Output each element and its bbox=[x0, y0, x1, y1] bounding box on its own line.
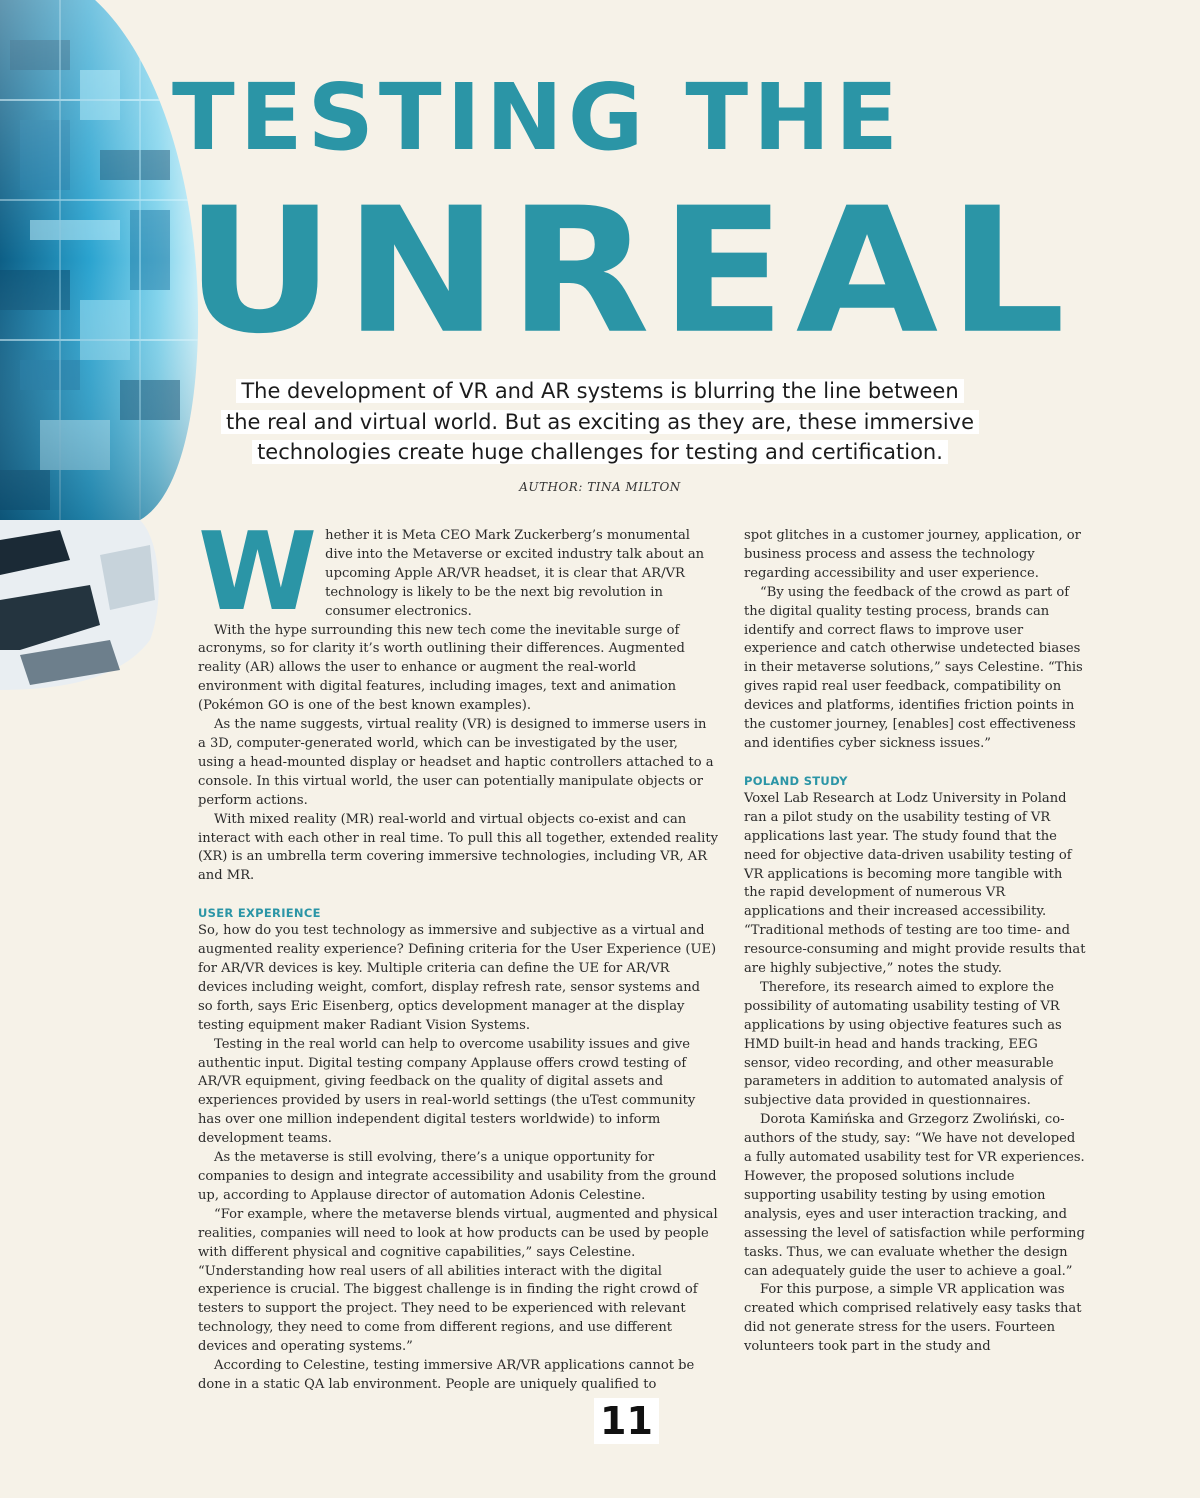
article-paragraph: So, how do you test technology as immersive and subjective as a virtual and augmented reality experience? Defining criteria for the User Experience (UE) for AR/VR devices is key. Multiple criteria can define the UE for AR/VR devices including weight, comfort, display refresh rate, sensor systems and so forth, says Eric Eisenberg, optics development manager at the display testing equipment maker Radiant Vision Systems. bbox=[198, 923, 717, 1033]
article-column-right bbox=[744, 527, 1086, 1357]
article-paragraph: spot glitches in a customer journey, application, or business process and assess the technology regarding accessibility and user experience. bbox=[744, 528, 1081, 581]
standfirst-line-2: the real and virtual world. But as exciting as they are, these immersive bbox=[221, 410, 979, 434]
section-heading-user-experience: USER EXPERIENCE bbox=[198, 906, 321, 921]
vr-headset-illustration bbox=[0, 0, 200, 700]
article-paragraph: “By using the feedback of the crowd as part of the digital quality testing process, brands can identify and correct flaws to improve user experience and catch otherwise undetected biases in their metaverse solutions,” says Celestine. “This gives rapid real user feedback, compatibility on devices and platforms, identifies friction points in the customer journey, [enables] cost effectiveness and identifies cyber sickness issues.” bbox=[744, 584, 1083, 751]
article-paragraph: As the metaverse is still evolving, there’s a unique opportunity for companies to design and integrate accessibility and usability from the ground up, according to Applause director of automation Adonis Celestine. bbox=[198, 1150, 717, 1203]
article-paragraph: As the name suggests, virtual reality (VR) is designed to immerse users in a 3D, computer-generated world, which can be investigated by the user, using a head-mounted display or headset and haptic controllers attached to a console. In this virtual world, the user can potentially manipulate objects or perform actions. bbox=[198, 717, 714, 808]
article-paragraph: With mixed reality (MR) real-world and virtual objects co-exist and can interact with each other in real time. To pull this all together, extended reality (XR) is an umbrella term covering immersive technologies, including VR, AR and MR. bbox=[198, 811, 719, 884]
page-number: 11 bbox=[594, 1398, 659, 1444]
article-paragraph: Dorota Kamińska and Grzegorz Zwoliński, co-authors of the study, say: “We have not developed a fully automated usability test for VR experiences. However, the proposed solutions include supporting usability testing by using emotion analysis, eyes and user interaction tracking, and assessing the level of satisfaction while performing tasks. Thus, we can evaluate whether the design can adequately guide the user to achieve a goal.” bbox=[744, 1112, 1085, 1279]
article-paragraph: Whether it is Meta CEO Mark Zuckerberg’s monumental dive into the Metaverse or excited industry talk about an upcoming Apple AR/VR headset, it is clear that AR/VR technology is likely to be the next big revolution in consumer electronics. bbox=[198, 510, 705, 635]
article-paragraph: Therefore, its research aimed to explore the possibility of automating usability testing of VR applications by using objective features such as HMD built-in head and hands tracking, EEG sensor, video recording, and other measurable parameters in addition to automated analysis of subjective data provided in questionnaires. bbox=[744, 979, 1063, 1109]
standfirst-line-1: The development of VR and AR systems is blurring the line between bbox=[236, 379, 963, 403]
article-paragraph: For this purpose, a simple VR application was created which comprised relatively easy tasks that did not generate stress for the users. Fourteen volunteers took part in the study and bbox=[744, 1282, 1082, 1355]
standfirst bbox=[190, 376, 1010, 468]
standfirst-line-3: technologies create huge challenges for testing and certification. bbox=[252, 440, 948, 464]
article-paragraph: Testing in the real world can help to overcome usability issues and give authentic input. Digital testing company Applause offers crowd testing of AR/VR equipment, giving feedback on the quality of digital assets and experiences provided by users in real-world settings (the uTest community has over one million independent digital testers worldwide) to inform development teams. bbox=[198, 1036, 696, 1147]
article-paragraph: According to Celestine, testing immersive AR/VR applications cannot be done in a static QA lab environment. People are uniquely qualified to bbox=[198, 1358, 695, 1392]
drop-cap: W bbox=[198, 510, 318, 635]
section-heading-poland-study: POLAND STUDY bbox=[744, 773, 848, 788]
article-paragraph: “For example, where the metaverse blends virtual, augmented and physical realities, companies will need to look at how products can be used by people with different physical and cognitive capabilities,” says Celestine. “Understanding how real users of all abilities interact with the digital experience is crucial. The biggest challenge is in finding the right crowd of testers to support the project. They need to be experienced with relevant technology, they need to come from different regions, and use different devices and operating systems.” bbox=[198, 1206, 718, 1355]
article-paragraph: With the hype surrounding this new tech come the inevitable surge of acronyms, so for clarity it’s worth outlining their differences. Augmented reality (AR) allows the user to enhance or augment the real-world environment with digital features, including images, text and animation (Pokémon GO is one of the best known examples). bbox=[198, 622, 685, 714]
article-paragraph: Voxel Lab Research at Lodz University in Poland ran a pilot study on the usability testing of VR applications last year. The study found that the need for objective data-driven usability testing of VR applications is becoming more tangible with the rapid development of numerous VR applications and their increased accessibility. “Traditional methods of testing are too time- and resource-consuming and might provide results that are highly subjective,” notes the study. bbox=[744, 790, 1086, 977]
author-byline: AUTHOR: TINA MILTON bbox=[519, 480, 681, 494]
headline-line-1: TESTING THE bbox=[172, 64, 903, 171]
headline-line-2: UNREAL bbox=[185, 170, 1076, 373]
article-column-left bbox=[198, 510, 719, 1395]
